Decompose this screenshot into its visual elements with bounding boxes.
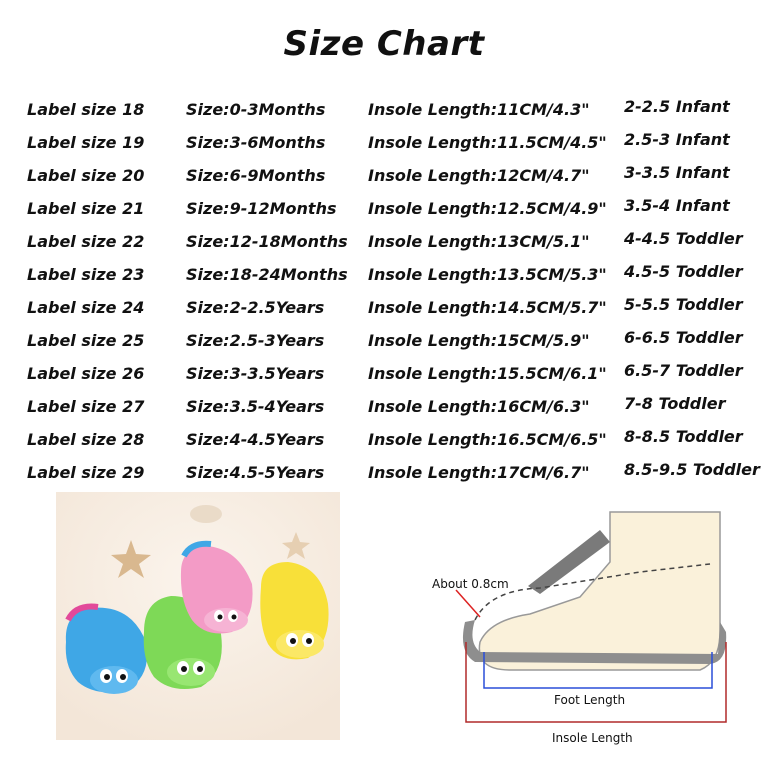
age-size-cell: Size:3.5-4Years	[186, 397, 325, 416]
page-title: Size Chart	[283, 24, 485, 64]
table-row	[0, 427, 768, 460]
age-size-cell: Size:6-9Months	[186, 166, 326, 185]
us-size-cell: 5-5.5 Toddler	[624, 295, 743, 314]
us-size-cell: 8.5-9.5 Toddler	[624, 460, 760, 479]
insole-length-cell: Insole Length:13.5CM/5.3"	[368, 265, 607, 284]
us-size-cell: 4.5-5 Toddler	[624, 262, 743, 281]
label-size-cell: Label size 25	[27, 331, 145, 350]
label-size-cell: Label size 27	[27, 397, 145, 416]
age-size-cell: Size:2-2.5Years	[186, 298, 325, 317]
label-size-cell: Label size 23	[27, 265, 145, 284]
age-size-cell: Size:18-24Months	[186, 265, 348, 284]
us-size-cell: 7-8 Toddler	[624, 394, 726, 413]
us-size-cell: 3.5-4 Infant	[624, 196, 730, 215]
age-size-cell: Size:4-4.5Years	[186, 430, 325, 449]
label-size-cell: Label size 19	[27, 133, 145, 152]
insole-length-cell: Insole Length:15.5CM/6.1"	[368, 364, 607, 383]
insole-length-cell: Insole Length:12.5CM/4.9"	[368, 199, 607, 218]
shell-icon	[190, 505, 222, 523]
insole-length-label: Insole Length	[552, 731, 633, 745]
foot-length-label: Foot Length	[554, 693, 626, 707]
table-row	[0, 394, 768, 427]
table-row	[0, 163, 768, 196]
label-size-cell: Label size 24	[27, 298, 145, 317]
insole-length-cell: Insole Length:17CM/6.7"	[368, 463, 590, 482]
label-size-cell: Label size 20	[27, 166, 145, 185]
age-size-cell: Size:12-18Months	[186, 232, 348, 251]
product-photo	[56, 492, 340, 740]
table-row	[0, 229, 768, 262]
us-size-cell: 2.5-3 Infant	[624, 130, 730, 149]
age-size-cell: Size:3-6Months	[186, 133, 326, 152]
table-row	[0, 196, 768, 229]
thickness-pointer	[456, 590, 480, 617]
label-size-cell: Label size 18	[27, 100, 145, 119]
label-size-cell: Label size 22	[27, 232, 145, 251]
label-size-cell: Label size 29	[27, 463, 145, 482]
table-row	[0, 328, 768, 361]
age-size-cell: Size:4.5-5Years	[186, 463, 325, 482]
us-size-cell: 8-8.5 Toddler	[624, 427, 743, 446]
table-row	[0, 262, 768, 295]
age-size-cell: Size:3-3.5Years	[186, 364, 325, 383]
insole-length-cell: Insole Length:16.5CM/6.5"	[368, 430, 607, 449]
us-size-cell: 6-6.5 Toddler	[624, 328, 743, 347]
insole-length-cell: Insole Length:16CM/6.3"	[368, 397, 590, 416]
age-size-cell: Size:9-12Months	[186, 199, 337, 218]
us-size-cell: 6.5-7 Toddler	[624, 361, 743, 380]
us-size-cell: 3-3.5 Infant	[624, 163, 730, 182]
us-size-cell: 2-2.5 Infant	[624, 97, 730, 116]
age-size-cell: Size:0-3Months	[186, 100, 326, 119]
table-row	[0, 361, 768, 394]
insole-length-cell: Insole Length:13CM/5.1"	[368, 232, 590, 251]
foot-measurement-diagram	[420, 502, 750, 752]
age-size-cell: Size:2.5-3Years	[186, 331, 325, 350]
table-row	[0, 295, 768, 328]
label-size-cell: Label size 26	[27, 364, 145, 383]
us-size-cell: 4-4.5 Toddler	[624, 229, 743, 248]
insole-length-cell: Insole Length:11.5CM/4.5"	[368, 133, 607, 152]
insole-length-cell: Insole Length:11CM/4.3"	[368, 100, 590, 119]
insole-length-cell: Insole Length:14.5CM/5.7"	[368, 298, 607, 317]
insole-length-cell: Insole Length:15CM/5.9"	[368, 331, 590, 350]
label-size-cell: Label size 28	[27, 430, 145, 449]
label-size-cell: Label size 21	[27, 199, 145, 218]
thickness-label: About 0.8cm	[432, 577, 509, 591]
table-row	[0, 460, 768, 493]
insole-length-cell: Insole Length:12CM/4.7"	[368, 166, 590, 185]
table-row	[0, 130, 768, 163]
table-row	[0, 97, 768, 130]
